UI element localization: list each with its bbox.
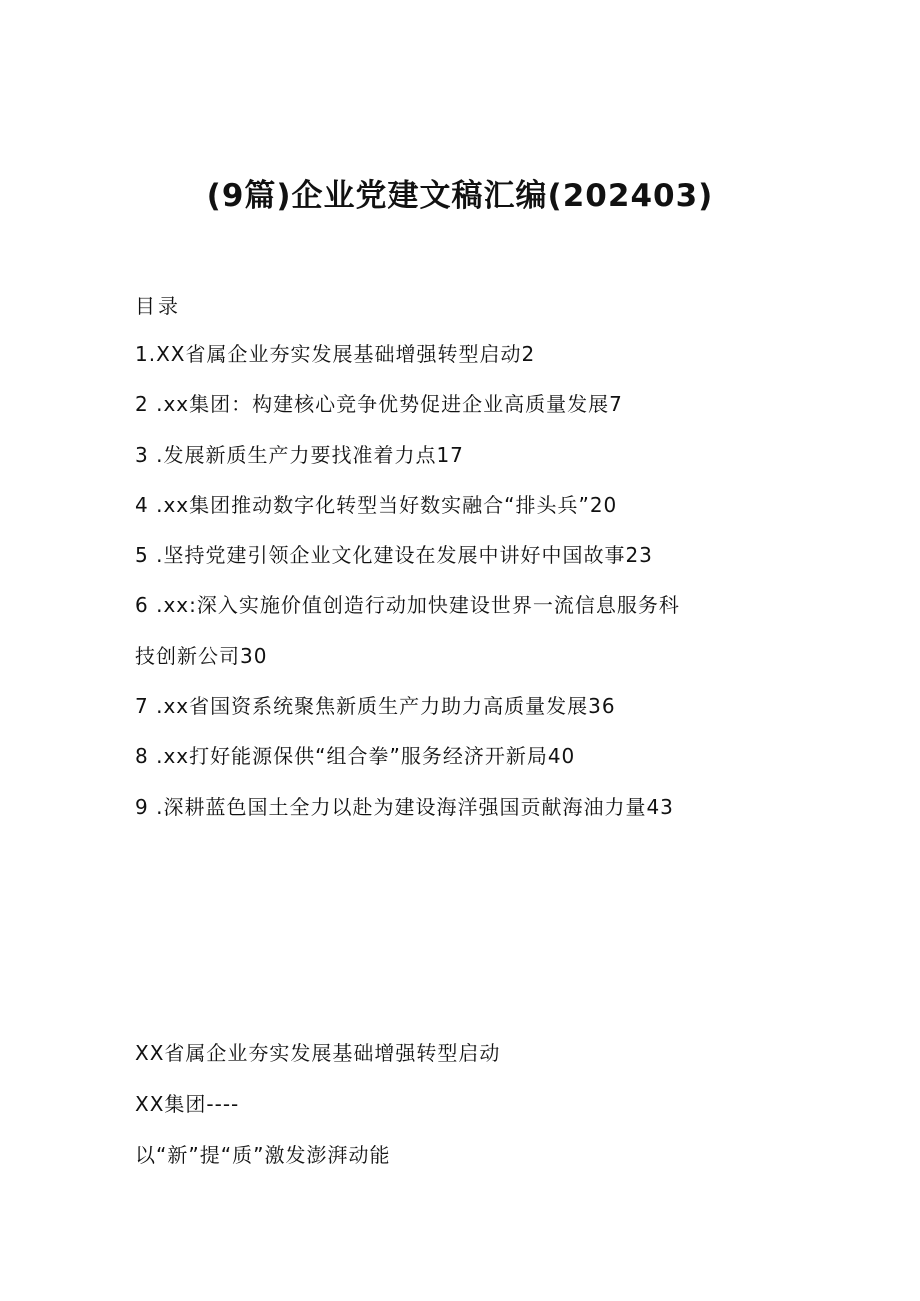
toc-item: 3 .发展新质生产力要找准着力点17	[135, 442, 464, 467]
toc-item: 5 .坚持党建引领企业文化建设在发展中讲好中国故事23	[135, 543, 653, 568]
toc-item: 9 .深耕蓝色国土全力以赴为建设海洋强国贡献海油力量43	[135, 794, 674, 819]
table-of-contents	[135, 337, 775, 840]
article-subheading: 以“新”提“质”激发澎湃动能	[135, 1143, 391, 1167]
toc-item: 6 .xx:深入实施价值创造行动加快建设世界一流信息服务科	[135, 593, 680, 618]
toc-item: 7 .xx省国资系统聚焦新质生产力助力高质量发展36	[135, 694, 616, 719]
toc-item: 1.XX省属企业夯实发展基础增强转型启动2	[135, 342, 536, 366]
toc-item-continuation: 技创新公司30	[135, 643, 268, 668]
document-title: (9篇)企业党建文稿汇编(202403)	[206, 178, 714, 214]
toc-item: 2 .xx集团：构建核心竞争优势促进企业高质量发展7	[135, 392, 623, 417]
toc-item: 8 .xx打好能源保供“组合拳”服务经济开新局40	[135, 744, 576, 769]
article-start	[135, 1036, 775, 1189]
toc-item: 4 .xx集团推动数字化转型当好数实融合“排头兵”20	[135, 492, 618, 517]
article-author: XX集团----	[135, 1092, 240, 1116]
toc-heading: 目录	[135, 294, 181, 318]
article-heading: XX省属企业夯实发展基础增强转型启动	[135, 1041, 501, 1065]
